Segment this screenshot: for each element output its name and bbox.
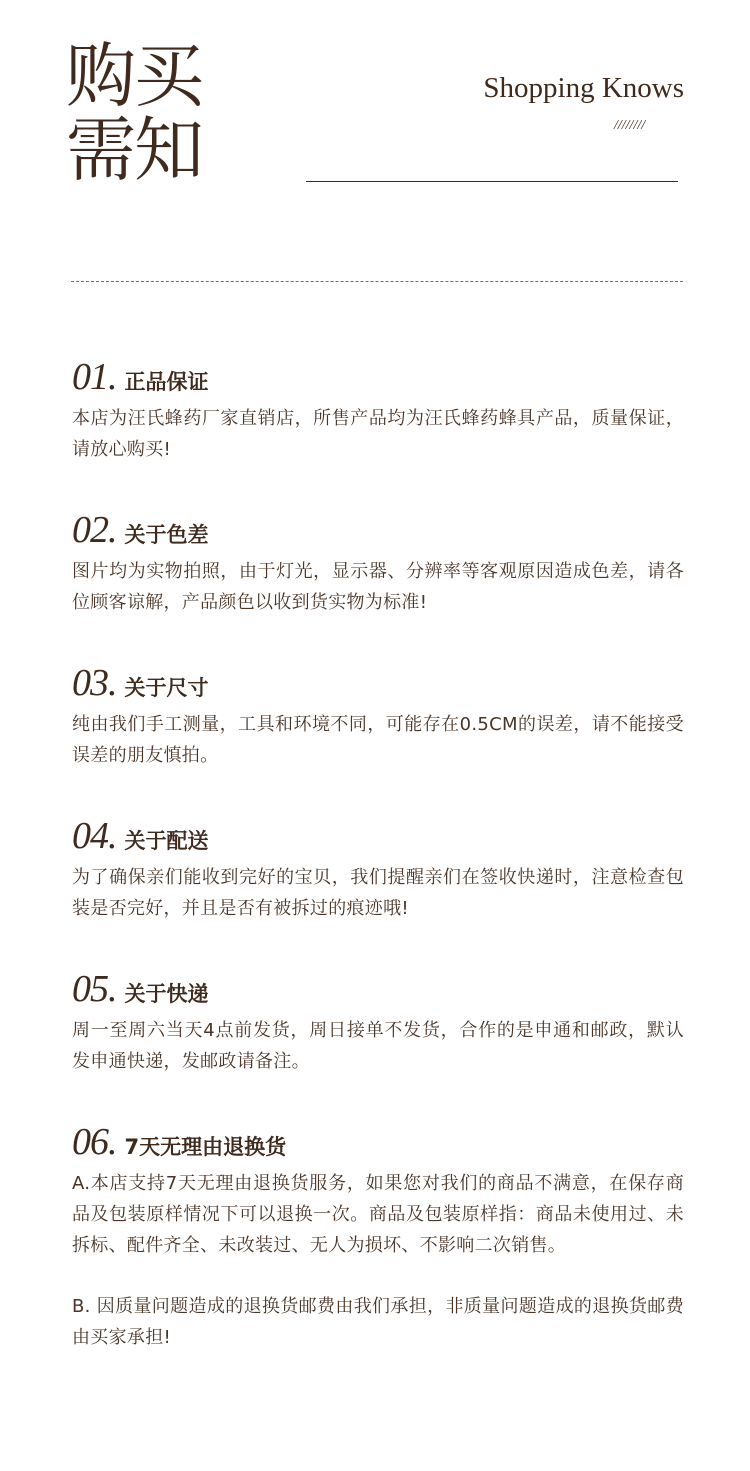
page-title-line-2: 需知 xyxy=(66,109,202,191)
section-body xyxy=(72,1168,684,1353)
section-number: 01. xyxy=(72,356,117,398)
section-paragraph: 本店为汪氏蜂药厂家直销店，所售产品均为汪氏蜂药蜂具产品，质量保证，请放心购买! xyxy=(72,408,684,460)
header-underline xyxy=(306,181,678,182)
section-header xyxy=(72,355,684,399)
section-header xyxy=(72,967,684,1011)
section-title: 关于配送 xyxy=(124,829,209,853)
section-authentic-guarantee xyxy=(72,355,684,465)
section-title: 关于尺寸 xyxy=(124,676,209,700)
section-number: 02. xyxy=(72,509,117,551)
section-body xyxy=(72,709,684,771)
section-body xyxy=(72,862,684,924)
page-subtitle-english: Shopping Knows xyxy=(483,72,684,104)
dashed-divider xyxy=(71,281,683,282)
section-paragraph: 纯由我们手工测量，工具和环境不同，可能存在0.5CM的误差，请不能接受误差的朋友慎拍。 xyxy=(72,714,684,766)
section-title: 关于快递 xyxy=(124,982,209,1006)
section-size xyxy=(72,661,684,771)
section-number: 03. xyxy=(72,662,117,704)
section-paragraph: 图片均为实物拍照，由于灯光，显示器、分辨率等客观原因造成色差，请各位顾客谅解，产品颜色以收到货实物为标准! xyxy=(72,561,684,613)
section-title: 7天无理由退换货 xyxy=(124,1135,287,1159)
section-body xyxy=(72,1015,684,1077)
section-paragraph-a: A.本店支持7天无理由退换货服务，如果您对我们的商品不满意，在保存商品及包装原样情况下可以退换一次。商品及包装原样指：商品未使用过、未拆标、配件齐全、未改装过、无人为损坏、不影响二次销售。 xyxy=(72,1173,684,1256)
section-color-difference xyxy=(72,508,684,618)
section-number: 05. xyxy=(72,968,117,1010)
section-title: 正品保证 xyxy=(124,370,209,394)
page-header xyxy=(0,0,750,200)
section-header xyxy=(72,661,684,705)
section-title: 关于色差 xyxy=(124,523,209,547)
section-courier xyxy=(72,967,684,1077)
section-number: 04. xyxy=(72,815,117,857)
section-returns xyxy=(72,1120,684,1353)
section-number: 06. xyxy=(72,1121,117,1163)
page-title-line-1: 购买 xyxy=(66,35,202,117)
section-header xyxy=(72,1120,684,1164)
section-body xyxy=(72,403,684,465)
section-delivery xyxy=(72,814,684,924)
section-paragraph: 为了确保亲们能收到完好的宝贝，我们提醒亲们在签收快递时，注意检查包装是否完好，并且是否有被拆过的痕迹哦! xyxy=(72,867,684,919)
decorative-ticks: //////// xyxy=(614,118,646,133)
section-paragraph-b: B. 因质量问题造成的退换货邮费由我们承担，非质量问题造成的退换货邮费由买家承担! xyxy=(72,1296,684,1348)
section-body xyxy=(72,556,684,618)
section-header xyxy=(72,508,684,552)
section-header xyxy=(72,814,684,858)
section-paragraph: 周一至周六当天4点前发货，周日接单不发货，合作的是申通和邮政，默认发申通快递，发邮政请备注。 xyxy=(72,1020,684,1072)
